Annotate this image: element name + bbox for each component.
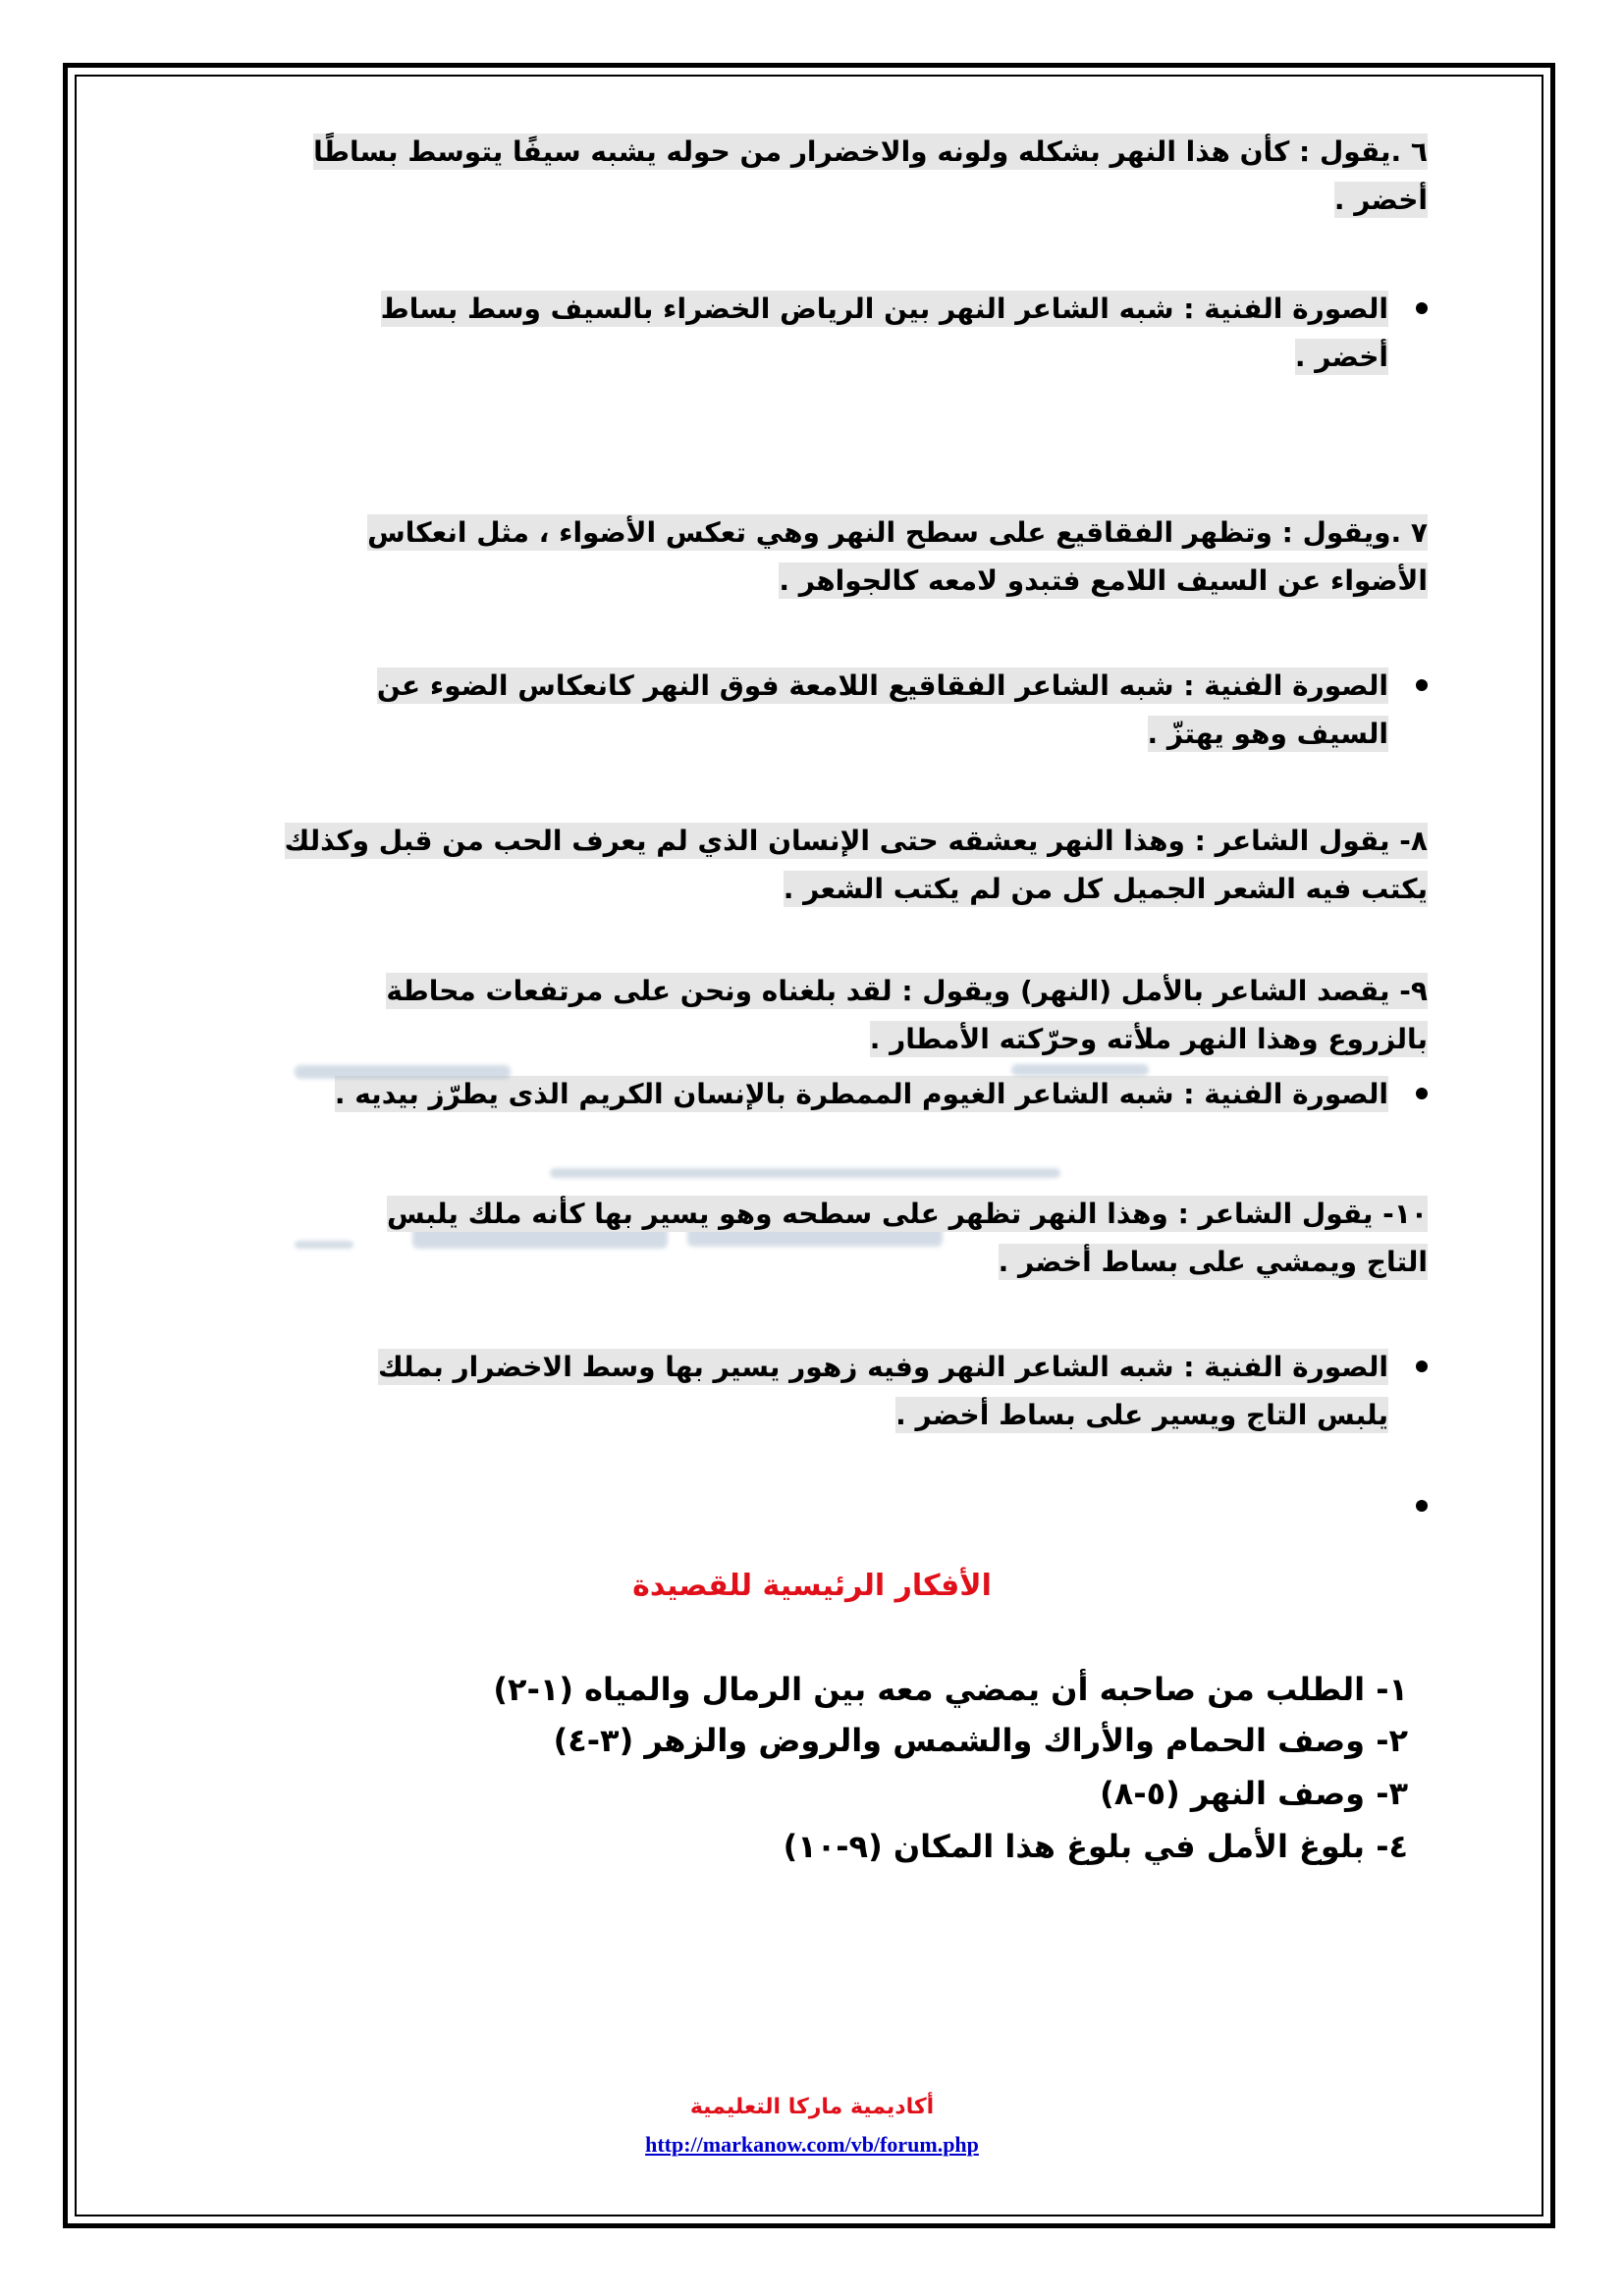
bullet-item-7 [249, 662, 1428, 758]
bullet-item-empty [1388, 1482, 1428, 1530]
bullet-icon [1416, 1088, 1428, 1099]
paragraph-line: أخضر . [1333, 184, 1428, 216]
paragraph-8 [151, 817, 1428, 913]
main-idea-item: ١- الطلب من صاحبه أن يمضي معه بين الرمال والمياه (١-٢) [493, 1671, 1408, 1708]
paragraph-line: الصورة الفنية : شبه الشاعر النهر وفيه زهور يسير بها وسط الاخضرار بملك [377, 1351, 1388, 1383]
paragraph-10 [151, 1190, 1428, 1286]
paragraph-9 [200, 967, 1428, 1063]
paragraph-line: ٧ .ويقول : وتظهر الفقاقيع على سطح النهر وهي تعكس الأضواء ، مثل انعكاس [367, 516, 1428, 549]
paragraph-line: الصورة الفنية : شبه الشاعر الفقاقيع اللامعة فوق النهر كانعكاس الضوء عن [376, 669, 1388, 702]
paragraph-7 [200, 508, 1428, 605]
bullet-icon [1416, 302, 1428, 314]
paragraph-line: الأضواء عن السيف اللامع فتبدو لامعه كالجواهر . [779, 564, 1428, 597]
paragraph-line: يلبس التاج ويسير على بساط أخضر . [895, 1399, 1388, 1431]
paragraph-line: يكتب فيه الشعر الجميل كل من لم يكتب الشعر . [783, 873, 1428, 905]
bullet-icon [1416, 679, 1428, 691]
paragraph-line: ٦ .يقول : كأن هذا النهر بشكله ولونه والاخضرار من حوله يشبه سيفًا يتوسط بساطًا [313, 135, 1428, 168]
paragraph-line: التاج ويمشي على بساط أخضر . [998, 1246, 1428, 1278]
paragraph-line: الصورة الفنية : شبه الشاعر النهر بين الرياض الخضراء بالسيف وسط بساط [380, 293, 1388, 325]
footer-academy-name: أكاديمية ماركا التعليمية [689, 2095, 935, 2119]
paragraph-line: ٨- يقول الشاعر : وهذا النهر يعشقه حتى الإنسان الذي لم يعرف الحب من قبل وكذلك [284, 825, 1428, 857]
paragraph-line: السيف وهو يهتزّ . [1147, 718, 1388, 750]
main-idea-item: ٤- بلوغ الأمل في بلوغ هذا المكان (٩-١٠) [783, 1828, 1408, 1865]
bullet-icon [1416, 1500, 1428, 1512]
main-ideas-heading: الأفكار الرئيسية للقصيدة [632, 1569, 992, 1603]
paragraph-line: ١٠- يقول الشاعر : وهذا النهر تظهر على سطحه وهو يسير بها كأنه ملك يلبس [386, 1198, 1428, 1230]
footer-url-link[interactable]: http://markanow.com/vb/forum.php [645, 2132, 979, 2157]
scan-smudge [1011, 1064, 1149, 1076]
bullet-item-10 [151, 1343, 1428, 1439]
scan-smudge [550, 1168, 1060, 1178]
paragraph-line: بالزروع وهذا النهر ملأته وحرّكته الأمطار . [869, 1023, 1428, 1055]
scan-smudge [295, 1065, 511, 1079]
main-idea-item: ٣- وصف النهر (٥-٨) [1100, 1775, 1408, 1812]
paragraph-line: أخضر . [1294, 341, 1388, 373]
paragraph-line: الصورة الفنية : شبه الشاعر الغيوم الممطرة بالإنسان الكريم الذى يطرّز بيديه . [334, 1078, 1388, 1110]
bullet-icon [1416, 1361, 1428, 1372]
paragraph-line: ٩- يقصد الشاعر بالأمل (النهر) ويقول : لقد بلغناه ونحن على مرتفعات محاطة [386, 975, 1428, 1007]
bullet-item-6 [249, 285, 1428, 381]
paragraph-6 [151, 128, 1428, 224]
main-idea-item: ٢- وصف الحمام والأراك والشمس والروض والزهر (٣-٤) [553, 1722, 1408, 1759]
